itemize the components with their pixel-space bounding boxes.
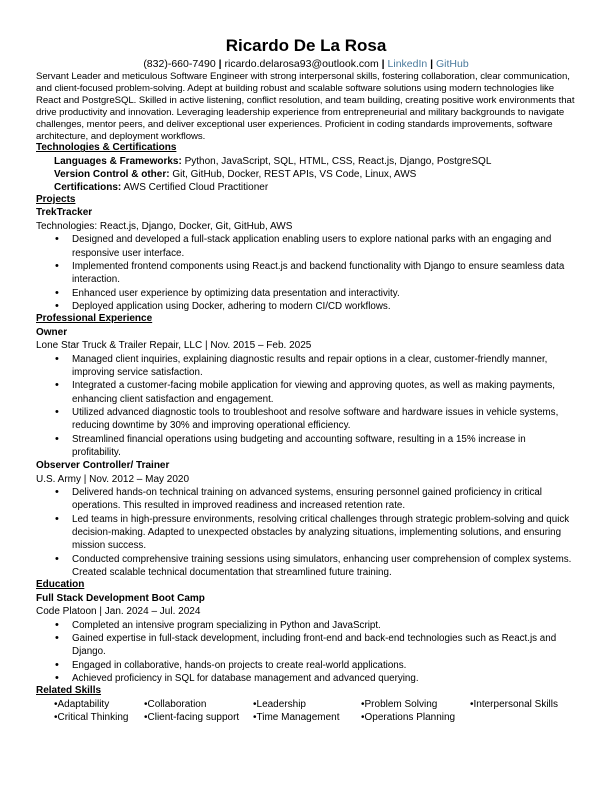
email-address[interactable]: ricardo.delarosa93@outlook.com xyxy=(224,58,379,70)
bullet-item: • Achieved proficiency in SQL for database management and advanced querying. xyxy=(72,672,576,685)
bullet-item: • Engaged in collaborative, hands-on projects to create real-world applications. xyxy=(72,659,576,672)
skill-item: •Interpersonal Skills xyxy=(470,698,558,710)
separator: | xyxy=(378,58,388,70)
separator: | xyxy=(215,58,225,70)
skills-label: Certifications: xyxy=(54,181,122,193)
bullet-list xyxy=(36,619,576,685)
bullet-item: • Utilized advanced diagnostic tools to troubleshoot and resolve software and hardware issues in vehicle systems, reducing downtime by 30% and improving operational efficiency. xyxy=(72,406,576,433)
bullet-item: • Gained expertise in full-stack development, including front-end and back-end technologies such as React.js and Django. xyxy=(72,632,576,659)
bullet-list xyxy=(36,486,576,579)
skills-row xyxy=(36,155,576,168)
job-title: Owner xyxy=(36,326,68,338)
bullet-item: • Completed an intensive program specializing in Python and JavaScript. xyxy=(72,619,576,632)
bullet-item: • Designed and developed a full-stack application enabling users to explore national parks with an engaging and responsive user interface. xyxy=(72,233,576,260)
job-title: Observer Controller/ Trainer xyxy=(36,460,170,472)
program-title: Full Stack Development Boot Camp xyxy=(36,592,205,604)
bullet-list xyxy=(36,353,576,459)
bullet-item: • Streamlined financial operations using budgeting and accounting software, resulting in a 15% increase in profitability. xyxy=(72,433,576,460)
skills-row xyxy=(36,168,576,181)
separator: | xyxy=(427,58,436,70)
skills-label: Version Control & other: xyxy=(54,168,170,180)
related-skills-grid xyxy=(36,698,576,725)
project-title: TrekTracker xyxy=(36,207,93,219)
project-technologies: Technologies: React.js, Django, Docker, Git, GitHub, AWS xyxy=(36,220,293,232)
skills-row xyxy=(36,181,576,194)
section-heading-projects: Projects xyxy=(36,193,76,205)
section-heading-education: Education xyxy=(36,579,85,591)
bullet-item: • Enhanced user experience by optimizing data presentation and interactivity. xyxy=(72,287,576,300)
bullet-item: • Led teams in high-pressure environments, resolving critical challenges through strategic problem-solving and quick decision-making. Adapted to unexpected obstacles by analyzing situations, implementing solutions, and ensuring mission success. xyxy=(72,513,576,553)
candidate-name: Ricardo De La Rosa xyxy=(225,36,387,55)
skills-value: AWS Certified Cloud Practitioner xyxy=(121,181,269,193)
linkedin-link[interactable]: LinkedIn xyxy=(387,58,428,70)
skill-item: •Collaboration xyxy=(144,698,207,710)
skill-item: •Adaptability xyxy=(54,698,110,710)
skills-value: Python, JavaScript, SQL, HTML, CSS, React.js, Django, PostgreSQL xyxy=(181,155,492,167)
skill-item: •Time Management xyxy=(253,712,340,724)
bullet-item: • Integrated a customer-facing mobile application for viewing and approving quotes, as well as making payments, enhancing client satisfaction and engagement. xyxy=(72,379,576,406)
section-heading-experience: Professional Experience xyxy=(36,313,153,325)
bullet-item: • Conducted comprehensive training sessions using simulators, enhancing user comprehension of complex systems. Created scalable technical documentation that streamlined future training. xyxy=(72,553,576,580)
bullet-item: • Deployed application using Docker, adhering to modern CI/CD workflows. xyxy=(72,300,576,313)
job-meta: Lone Star Truck & Trailer Repair, LLC | Nov. 2015 – Feb. 2025 xyxy=(36,340,312,352)
section-heading-technologies: Technologies & Certifications xyxy=(36,142,177,154)
bullet-item: • Implemented frontend components using React.js and backend functionality with Django to ensure seamless data interaction. xyxy=(72,260,576,287)
phone-number: (832)-660-7490 xyxy=(143,58,216,70)
github-link[interactable]: GitHub xyxy=(436,58,469,70)
section-heading-related-skills: Related Skills xyxy=(36,685,102,697)
bullet-list xyxy=(36,233,576,313)
skill-item: •Client-facing support xyxy=(144,712,240,724)
professional-summary: Servant Leader and meticulous Software Engineer with strong interpersonal skills, fostering collaboration, clear communication, and client-focused problem-solving. Adept at building robust and scalable software solutions using modern technologies like React and PostgreSQL. Skilled in active listening, conflict resolution, and team building, creating positive work environments that drive productivity and innovation. Leveraging leadership experience from entrepreneurial and military backgrounds to navigate challenges, mentor peers, and deliver exceptional user experiences. Proficient in coding standards improvements, software architecture, and deployment workflows. xyxy=(36,71,575,142)
job-meta: U.S. Army | Nov. 2012 – May 2020 xyxy=(36,473,190,485)
skills-value: Git, GitHub, Docker, REST APIs, VS Code, Linux, AWS xyxy=(169,168,417,180)
skill-item: •Leadership xyxy=(253,698,306,710)
bullet-item: • Managed client inquiries, explaining diagnostic results and repair options in a clear, customer-friendly manner, improving service satisfaction. xyxy=(72,353,576,380)
bullet-item: • Delivered hands-on technical training on advanced systems, ensuring personnel gained proficiency in critical operations. This resulted in improved readiness and increased retention rate. xyxy=(72,486,576,513)
skills-label: Languages & Frameworks: xyxy=(54,155,182,167)
skill-item: •Operations Planning xyxy=(361,712,456,724)
program-meta: Code Platoon | Jan. 2024 – Jul. 2024 xyxy=(36,606,201,618)
contact-line xyxy=(36,57,576,71)
skill-item: •Critical Thinking xyxy=(54,712,129,724)
skill-item: •Problem Solving xyxy=(361,698,438,710)
